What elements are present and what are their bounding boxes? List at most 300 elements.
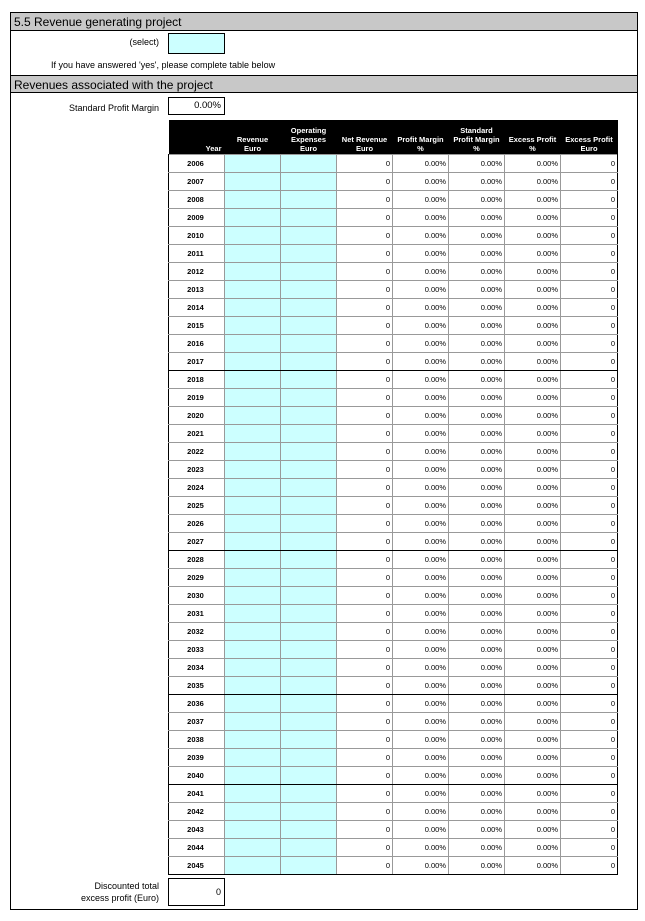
profit-margin-cell: 0.00% — [393, 856, 449, 874]
header-net-revenue: Net Revenue Euro — [337, 120, 393, 154]
net-revenue-cell: 0 — [337, 676, 393, 694]
standard-profit-margin-cell: 0.00% — [449, 730, 505, 748]
excess-profit-euro-cell: 0 — [561, 334, 618, 352]
operating-expenses-input[interactable] — [281, 226, 337, 244]
excess-profit-pct-cell: 0.00% — [505, 226, 561, 244]
table-row — [169, 496, 618, 514]
revenue-input[interactable] — [225, 370, 281, 388]
excess-profit-pct-cell: 0.00% — [505, 568, 561, 586]
header-profit-margin: Profit Margin % — [393, 120, 449, 154]
year-cell: 2007 — [169, 172, 225, 190]
profit-margin-cell: 0.00% — [393, 172, 449, 190]
year-cell: 2040 — [169, 766, 225, 784]
operating-expenses-input[interactable] — [281, 550, 337, 568]
revenue-input[interactable] — [225, 730, 281, 748]
profit-margin-cell: 0.00% — [393, 316, 449, 334]
excess-profit-euro-cell: 0 — [561, 712, 618, 730]
standard-profit-margin-cell: 0.00% — [449, 244, 505, 262]
operating-expenses-input[interactable] — [281, 694, 337, 712]
revenue-generating-select[interactable] — [168, 33, 225, 54]
revenue-input[interactable] — [225, 388, 281, 406]
excess-profit-euro-cell: 0 — [561, 388, 618, 406]
excess-profit-euro-cell: 0 — [561, 226, 618, 244]
table-row — [169, 694, 618, 712]
excess-profit-euro-cell: 0 — [561, 298, 618, 316]
profit-margin-cell: 0.00% — [393, 514, 449, 532]
year-cell: 2012 — [169, 262, 225, 280]
table-row — [169, 370, 618, 388]
year-cell: 2010 — [169, 226, 225, 244]
operating-expenses-input[interactable] — [281, 244, 337, 262]
excess-profit-euro-cell: 0 — [561, 244, 618, 262]
operating-expenses-input[interactable] — [281, 190, 337, 208]
excess-profit-pct-cell: 0.00% — [505, 406, 561, 424]
revenue-input[interactable] — [225, 532, 281, 550]
standard-profit-margin-cell: 0.00% — [449, 262, 505, 280]
revenue-input[interactable] — [225, 334, 281, 352]
net-revenue-cell: 0 — [337, 730, 393, 748]
year-cell: 2038 — [169, 730, 225, 748]
operating-expenses-input[interactable] — [281, 838, 337, 856]
table-header-row — [169, 120, 618, 154]
header-standard-profit-margin: Standard Profit Margin % — [449, 120, 505, 154]
standard-profit-margin-cell: 0.00% — [449, 856, 505, 874]
revenue-input[interactable] — [225, 244, 281, 262]
year-cell: 2028 — [169, 550, 225, 568]
excess-profit-pct-cell: 0.00% — [505, 370, 561, 388]
revenue-input[interactable] — [225, 766, 281, 784]
revenue-input[interactable] — [225, 478, 281, 496]
operating-expenses-input[interactable] — [281, 748, 337, 766]
net-revenue-cell: 0 — [337, 532, 393, 550]
net-revenue-cell: 0 — [337, 460, 393, 478]
revenue-input[interactable] — [225, 424, 281, 442]
header-excess-profit-euro: Excess Profit Euro — [561, 120, 618, 154]
table-row — [169, 586, 618, 604]
table-row — [169, 226, 618, 244]
year-cell: 2011 — [169, 244, 225, 262]
profit-margin-cell: 0.00% — [393, 244, 449, 262]
excess-profit-euro-cell: 0 — [561, 802, 618, 820]
standard-profit-margin-cell: 0.00% — [449, 190, 505, 208]
year-cell: 2030 — [169, 586, 225, 604]
table-row — [169, 244, 618, 262]
excess-profit-euro-cell: 0 — [561, 460, 618, 478]
excess-profit-pct-cell: 0.00% — [505, 730, 561, 748]
standard-profit-margin-cell: 0.00% — [449, 514, 505, 532]
net-revenue-cell: 0 — [337, 352, 393, 370]
revenue-input[interactable] — [225, 550, 281, 568]
operating-expenses-input[interactable] — [281, 784, 337, 802]
operating-expenses-input[interactable] — [281, 568, 337, 586]
revenue-input[interactable] — [225, 262, 281, 280]
excess-profit-pct-cell: 0.00% — [505, 820, 561, 838]
excess-profit-pct-cell: 0.00% — [505, 172, 561, 190]
operating-expenses-input[interactable] — [281, 658, 337, 676]
profit-margin-cell: 0.00% — [393, 388, 449, 406]
table-row — [169, 766, 618, 784]
table-row — [169, 154, 618, 172]
excess-profit-pct-cell: 0.00% — [505, 298, 561, 316]
header-operating-expenses: Operating Expenses Euro — [281, 120, 337, 154]
excess-profit-pct-cell: 0.00% — [505, 712, 561, 730]
excess-profit-pct-cell: 0.00% — [505, 424, 561, 442]
revenue-input[interactable] — [225, 586, 281, 604]
revenue-input[interactable] — [225, 172, 281, 190]
revenue-input[interactable] — [225, 802, 281, 820]
table-row — [169, 190, 618, 208]
excess-profit-euro-cell: 0 — [561, 352, 618, 370]
revenue-input[interactable] — [225, 460, 281, 478]
profit-margin-cell: 0.00% — [393, 604, 449, 622]
profit-margin-cell: 0.00% — [393, 352, 449, 370]
profit-margin-cell: 0.00% — [393, 784, 449, 802]
year-cell: 2017 — [169, 352, 225, 370]
operating-expenses-input[interactable] — [281, 370, 337, 388]
profit-margin-cell: 0.00% — [393, 298, 449, 316]
net-revenue-cell: 0 — [337, 298, 393, 316]
operating-expenses-input[interactable] — [281, 262, 337, 280]
operating-expenses-input[interactable] — [281, 334, 337, 352]
revenue-input[interactable] — [225, 316, 281, 334]
excess-profit-pct-cell: 0.00% — [505, 856, 561, 874]
excess-profit-euro-cell: 0 — [561, 496, 618, 514]
excess-profit-euro-cell: 0 — [561, 568, 618, 586]
discounted-total-label-text: Discounted total excess profit (Euro) — [80, 881, 159, 903]
excess-profit-euro-cell: 0 — [561, 820, 618, 838]
operating-expenses-input[interactable] — [281, 298, 337, 316]
excess-profit-pct-cell: 0.00% — [505, 838, 561, 856]
excess-profit-pct-cell: 0.00% — [505, 748, 561, 766]
excess-profit-euro-cell: 0 — [561, 316, 618, 334]
revenue-input[interactable] — [225, 820, 281, 838]
year-cell: 2045 — [169, 856, 225, 874]
table-row — [169, 856, 618, 874]
excess-profit-euro-cell: 0 — [561, 676, 618, 694]
net-revenue-cell: 0 — [337, 316, 393, 334]
revenue-input[interactable] — [225, 406, 281, 424]
profit-margin-cell: 0.00% — [393, 280, 449, 298]
excess-profit-pct-cell: 0.00% — [505, 262, 561, 280]
revenue-input[interactable] — [225, 640, 281, 658]
revenue-input[interactable] — [225, 190, 281, 208]
discounted-total-label — [11, 880, 159, 904]
net-revenue-cell: 0 — [337, 172, 393, 190]
profit-margin-cell: 0.00% — [393, 748, 449, 766]
revenues-section-title: Revenues associated with the project — [11, 75, 637, 93]
year-cell: 2036 — [169, 694, 225, 712]
table-row — [169, 406, 618, 424]
standard-profit-margin-cell: 0.00% — [449, 802, 505, 820]
excess-profit-pct-cell: 0.00% — [505, 694, 561, 712]
year-cell: 2020 — [169, 406, 225, 424]
operating-expenses-input[interactable] — [281, 496, 337, 514]
operating-expenses-input[interactable] — [281, 604, 337, 622]
standard-profit-margin-cell: 0.00% — [449, 748, 505, 766]
table-row — [169, 622, 618, 640]
header-excess-profit-pct: Excess Profit % — [505, 120, 561, 154]
operating-expenses-input[interactable] — [281, 676, 337, 694]
header-year: Year — [169, 120, 225, 154]
year-cell: 2013 — [169, 280, 225, 298]
table-row — [169, 208, 618, 226]
year-cell: 2008 — [169, 190, 225, 208]
excess-profit-pct-cell: 0.00% — [505, 352, 561, 370]
net-revenue-cell: 0 — [337, 190, 393, 208]
table-row — [169, 838, 618, 856]
excess-profit-euro-cell: 0 — [561, 442, 618, 460]
table-row — [169, 604, 618, 622]
standard-profit-margin-cell: 0.00% — [449, 226, 505, 244]
revenue-input[interactable] — [225, 748, 281, 766]
excess-profit-pct-cell: 0.00% — [505, 208, 561, 226]
operating-expenses-input[interactable] — [281, 388, 337, 406]
operating-expenses-input[interactable] — [281, 352, 337, 370]
year-cell: 2037 — [169, 712, 225, 730]
table-row — [169, 424, 618, 442]
revenue-input[interactable] — [225, 856, 281, 874]
standard-profit-margin-cell: 0.00% — [449, 766, 505, 784]
standard-profit-margin-cell: 0.00% — [449, 316, 505, 334]
table-body — [169, 154, 618, 874]
standard-profit-margin-cell: 0.00% — [449, 460, 505, 478]
excess-profit-euro-cell: 0 — [561, 424, 618, 442]
net-revenue-cell: 0 — [337, 424, 393, 442]
excess-profit-pct-cell: 0.00% — [505, 586, 561, 604]
excess-profit-euro-cell: 0 — [561, 532, 618, 550]
excess-profit-pct-cell: 0.00% — [505, 244, 561, 262]
standard-profit-margin-cell: 0.00% — [449, 676, 505, 694]
revenue-input[interactable] — [225, 496, 281, 514]
operating-expenses-input[interactable] — [281, 622, 337, 640]
year-cell: 2006 — [169, 154, 225, 172]
net-revenue-cell: 0 — [337, 280, 393, 298]
excess-profit-euro-cell: 0 — [561, 838, 618, 856]
excess-profit-euro-cell: 0 — [561, 172, 618, 190]
revenue-input[interactable] — [225, 712, 281, 730]
standard-profit-margin-cell: 0.00% — [449, 604, 505, 622]
excess-profit-pct-cell: 0.00% — [505, 622, 561, 640]
excess-profit-euro-cell: 0 — [561, 748, 618, 766]
excess-profit-pct-cell: 0.00% — [505, 460, 561, 478]
profit-margin-cell: 0.00% — [393, 424, 449, 442]
table-row — [169, 802, 618, 820]
standard-profit-margin-cell: 0.00% — [449, 388, 505, 406]
revenue-input[interactable] — [225, 784, 281, 802]
operating-expenses-input[interactable] — [281, 406, 337, 424]
revenue-input[interactable] — [225, 442, 281, 460]
year-cell: 2044 — [169, 838, 225, 856]
standard-profit-margin-cell: 0.00% — [449, 658, 505, 676]
profit-margin-cell: 0.00% — [393, 154, 449, 172]
operating-expenses-input[interactable] — [281, 730, 337, 748]
excess-profit-euro-cell: 0 — [561, 730, 618, 748]
excess-profit-euro-cell: 0 — [561, 370, 618, 388]
net-revenue-cell: 0 — [337, 838, 393, 856]
table-row — [169, 568, 618, 586]
standard-profit-margin-cell: 0.00% — [449, 424, 505, 442]
revenue-input[interactable] — [225, 658, 281, 676]
profit-margin-cell: 0.00% — [393, 640, 449, 658]
net-revenue-cell: 0 — [337, 370, 393, 388]
operating-expenses-input[interactable] — [281, 280, 337, 298]
profit-margin-cell: 0.00% — [393, 820, 449, 838]
excess-profit-euro-cell: 0 — [561, 406, 618, 424]
profit-margin-cell: 0.00% — [393, 838, 449, 856]
net-revenue-cell: 0 — [337, 712, 393, 730]
table-row — [169, 388, 618, 406]
operating-expenses-input[interactable] — [281, 766, 337, 784]
operating-expenses-input[interactable] — [281, 640, 337, 658]
standard-profit-margin-cell: 0.00% — [449, 298, 505, 316]
year-cell: 2019 — [169, 388, 225, 406]
year-cell: 2026 — [169, 514, 225, 532]
excess-profit-pct-cell: 0.00% — [505, 658, 561, 676]
operating-expenses-input[interactable] — [281, 316, 337, 334]
table-row — [169, 784, 618, 802]
standard-profit-margin-value[interactable]: 0.00% — [168, 97, 225, 115]
revenue-input[interactable] — [225, 280, 281, 298]
standard-profit-margin-cell: 0.00% — [449, 370, 505, 388]
operating-expenses-input[interactable] — [281, 532, 337, 550]
net-revenue-cell: 0 — [337, 604, 393, 622]
profit-margin-cell: 0.00% — [393, 334, 449, 352]
revenue-input[interactable] — [225, 352, 281, 370]
profit-margin-cell: 0.00% — [393, 622, 449, 640]
revenue-input[interactable] — [225, 154, 281, 172]
table-row — [169, 262, 618, 280]
net-revenue-cell: 0 — [337, 208, 393, 226]
operating-expenses-input[interactable] — [281, 514, 337, 532]
excess-profit-pct-cell: 0.00% — [505, 334, 561, 352]
excess-profit-euro-cell: 0 — [561, 262, 618, 280]
net-revenue-cell: 0 — [337, 784, 393, 802]
year-cell: 2021 — [169, 424, 225, 442]
profit-margin-cell: 0.00% — [393, 496, 449, 514]
year-cell: 2043 — [169, 820, 225, 838]
year-cell: 2034 — [169, 658, 225, 676]
net-revenue-cell: 0 — [337, 640, 393, 658]
operating-expenses-input[interactable] — [281, 478, 337, 496]
operating-expenses-input[interactable] — [281, 712, 337, 730]
profit-margin-cell: 0.00% — [393, 208, 449, 226]
revenue-input[interactable] — [225, 226, 281, 244]
year-cell: 2014 — [169, 298, 225, 316]
table-row — [169, 550, 618, 568]
year-cell: 2022 — [169, 442, 225, 460]
revenue-input[interactable] — [225, 568, 281, 586]
revenue-input[interactable] — [225, 622, 281, 640]
net-revenue-cell: 0 — [337, 658, 393, 676]
table-row — [169, 532, 618, 550]
table-row — [169, 730, 618, 748]
standard-profit-margin-cell: 0.00% — [449, 478, 505, 496]
standard-profit-margin-cell: 0.00% — [449, 334, 505, 352]
net-revenue-cell: 0 — [337, 748, 393, 766]
revenue-input[interactable] — [225, 208, 281, 226]
excess-profit-euro-cell: 0 — [561, 658, 618, 676]
profit-margin-cell: 0.00% — [393, 460, 449, 478]
net-revenue-cell: 0 — [337, 622, 393, 640]
operating-expenses-input[interactable] — [281, 856, 337, 874]
revenue-input[interactable] — [225, 514, 281, 532]
revenue-input[interactable] — [225, 676, 281, 694]
net-revenue-cell: 0 — [337, 334, 393, 352]
operating-expenses-input[interactable] — [281, 460, 337, 478]
profit-margin-cell: 0.00% — [393, 694, 449, 712]
operating-expenses-input[interactable] — [281, 442, 337, 460]
standard-profit-margin-cell: 0.00% — [449, 532, 505, 550]
excess-profit-pct-cell: 0.00% — [505, 604, 561, 622]
excess-profit-pct-cell: 0.00% — [505, 676, 561, 694]
excess-profit-euro-cell: 0 — [561, 550, 618, 568]
excess-profit-euro-cell: 0 — [561, 784, 618, 802]
operating-expenses-input[interactable] — [281, 586, 337, 604]
revenue-input[interactable] — [225, 694, 281, 712]
net-revenue-cell: 0 — [337, 514, 393, 532]
excess-profit-euro-cell: 0 — [561, 154, 618, 172]
year-cell: 2027 — [169, 532, 225, 550]
profit-margin-cell: 0.00% — [393, 532, 449, 550]
excess-profit-pct-cell: 0.00% — [505, 784, 561, 802]
year-cell: 2009 — [169, 208, 225, 226]
profit-margin-cell: 0.00% — [393, 568, 449, 586]
profit-margin-cell: 0.00% — [393, 730, 449, 748]
revenue-input[interactable] — [225, 838, 281, 856]
table-row — [169, 820, 618, 838]
net-revenue-cell: 0 — [337, 388, 393, 406]
operating-expenses-input[interactable] — [281, 208, 337, 226]
year-cell: 2016 — [169, 334, 225, 352]
table-row — [169, 658, 618, 676]
excess-profit-pct-cell: 0.00% — [505, 478, 561, 496]
operating-expenses-input[interactable] — [281, 424, 337, 442]
excess-profit-pct-cell: 0.00% — [505, 766, 561, 784]
year-cell: 2015 — [169, 316, 225, 334]
excess-profit-pct-cell: 0.00% — [505, 154, 561, 172]
year-cell: 2023 — [169, 460, 225, 478]
operating-expenses-input[interactable] — [281, 172, 337, 190]
year-cell: 2018 — [169, 370, 225, 388]
profit-margin-cell: 0.00% — [393, 712, 449, 730]
net-revenue-cell: 0 — [337, 568, 393, 586]
standard-profit-margin-cell: 0.00% — [449, 694, 505, 712]
table-row — [169, 478, 618, 496]
year-cell: 2042 — [169, 802, 225, 820]
standard-profit-margin-cell: 0.00% — [449, 154, 505, 172]
net-revenue-cell: 0 — [337, 802, 393, 820]
excess-profit-euro-cell: 0 — [561, 208, 618, 226]
revenue-input[interactable] — [225, 298, 281, 316]
revenue-table — [168, 120, 618, 875]
standard-profit-margin-cell: 0.00% — [449, 442, 505, 460]
revenue-input[interactable] — [225, 604, 281, 622]
net-revenue-cell: 0 — [337, 154, 393, 172]
excess-profit-euro-cell: 0 — [561, 190, 618, 208]
discounted-total-value: 0 — [168, 878, 225, 906]
profit-margin-cell: 0.00% — [393, 676, 449, 694]
operating-expenses-input[interactable] — [281, 802, 337, 820]
operating-expenses-input[interactable] — [281, 820, 337, 838]
operating-expenses-input[interactable] — [281, 154, 337, 172]
table-row — [169, 280, 618, 298]
excess-profit-euro-cell: 0 — [561, 640, 618, 658]
standard-profit-margin-cell: 0.00% — [449, 640, 505, 658]
profit-margin-cell: 0.00% — [393, 478, 449, 496]
standard-profit-margin-cell: 0.00% — [449, 496, 505, 514]
net-revenue-cell: 0 — [337, 694, 393, 712]
excess-profit-pct-cell: 0.00% — [505, 442, 561, 460]
